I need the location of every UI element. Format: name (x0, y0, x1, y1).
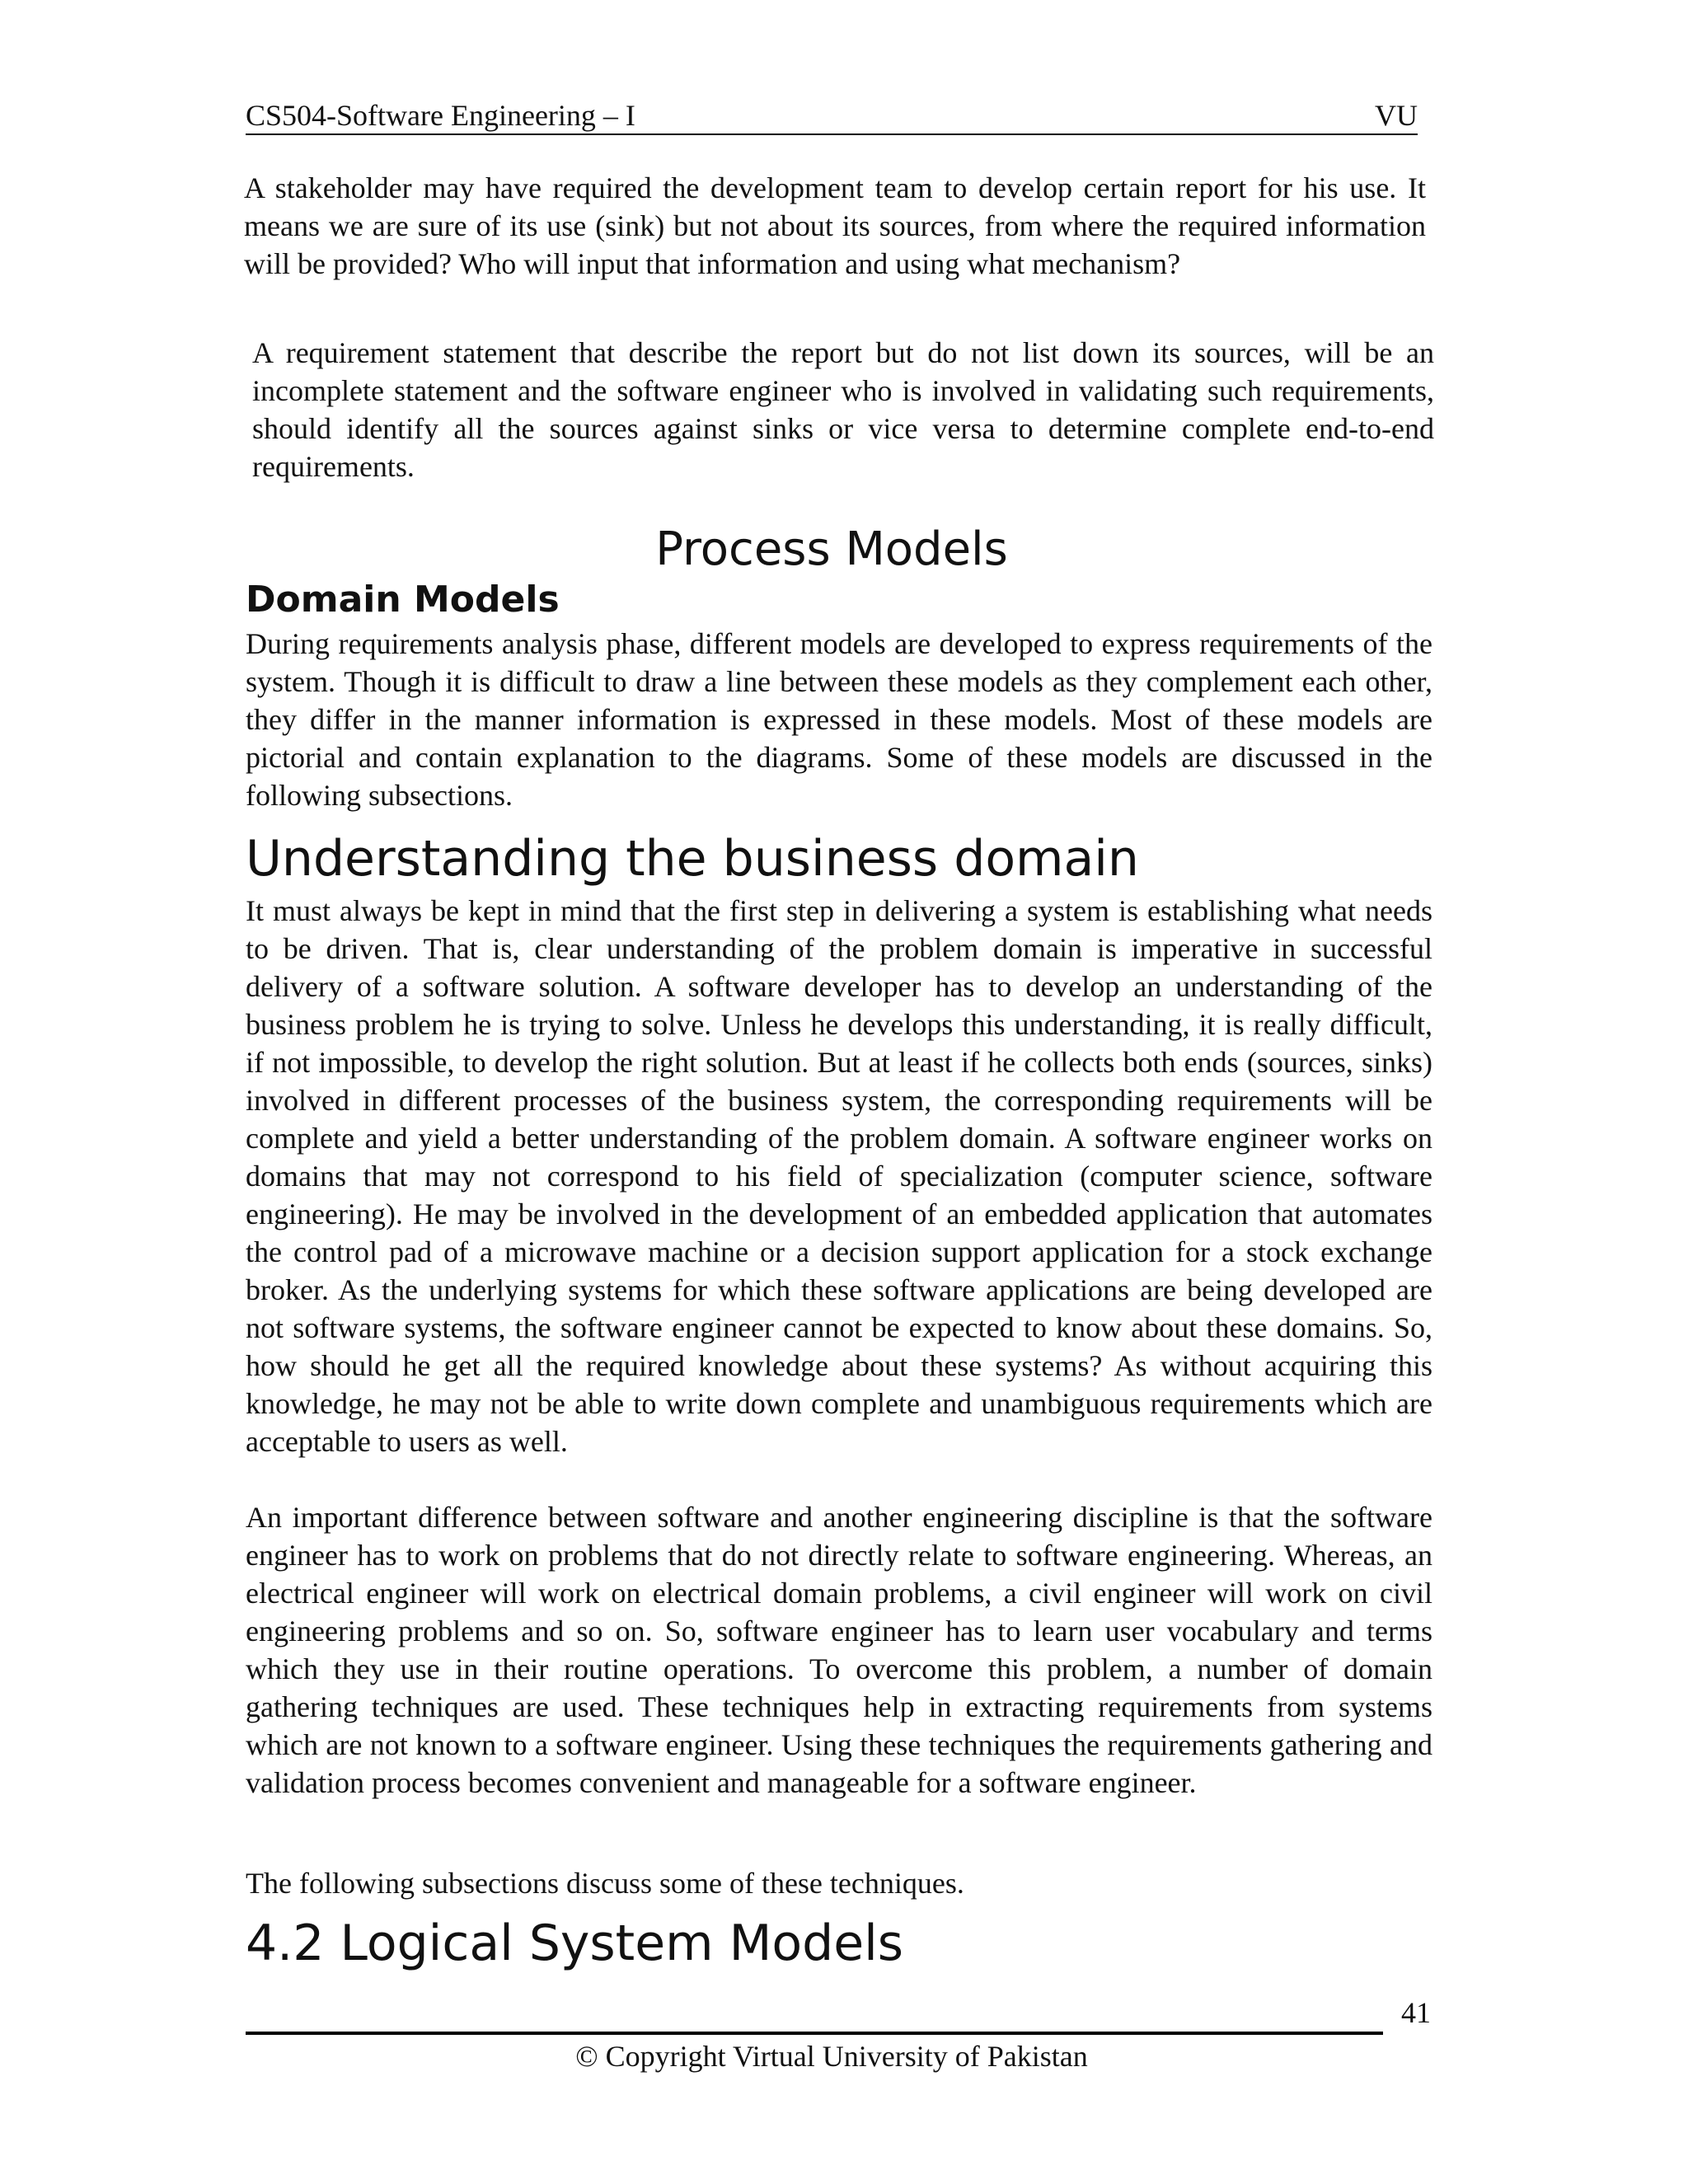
paragraph-business-domain: It must always be kept in mind that the first step in delivering a system is establishing what needs to be driven. That is, clear understanding of the problem domain is imperative in successful delivery of a software solution. A software developer has to develop an understanding of the business problem he is trying to solve. Unless he develops this understanding, it is really difficult, if not impossible, to develop the right solution. But at least if he collects both ends (sources, sinks) involved in different processes of the business system, the corresponding requirements will be complete and yield a better understanding of the problem domain. A software engineer works on domains that may not correspond to his field of specialization (computer science, software engineering). He may be involved in the development of an embedded application that automates the control pad of a microwave machine or a decision support application for a stock exchange broker. As the underlying systems for which these software applications are being developed are not software systems, the software engineer cannot be expected to know about these domains. So, how should he get all the required knowledge about these systems? As without acquiring this knowledge, he may not be able to write down complete and unambiguous requirements which are acceptable to users as well. (246, 894, 1432, 1458)
section-title-logical-models: 4.2 Logical System Models (246, 1915, 904, 1972)
page-number: 41 (1401, 1996, 1431, 2029)
header-institution: VU (1375, 99, 1418, 132)
footer-copyright: © Copyright Virtual University of Pakistan (575, 2040, 1088, 2073)
paragraph-stakeholder: A stakeholder may have required the development team to develop certain report for his use. It means we are sure of its use (sink) but not about its sources, from where the required information will be provided? Who will input that information and using what mechanism? (244, 171, 1426, 280)
paragraph-domain-models: During requirements analysis phase, different models are developed to express requirements of the system. Though it is difficult to draw a line between these models as they complement each other, they differ in the manner information is expressed in these models. Most of these models are pictorial and contain explanation to the diagrams. Some of these models are discussed in the following subsections. (246, 627, 1432, 812)
subsection-title-domain-models: Domain Models (246, 579, 560, 621)
footer-divider (246, 2032, 1383, 2035)
section-title-process-models: Process Models (655, 523, 1008, 576)
paragraph-following-subsections: The following subsections discuss some of these techniques. (246, 1867, 964, 1900)
paragraph-requirement-statement: A requirement statement that describe the report but do not list down its sources, will be an incomplete statement and the software engineer who is involved in validating such requirements, should identify all the sources against sinks or vice versa to determine complete end-to-end requirements. (252, 336, 1434, 483)
paragraph-engineering-difference: An important difference between software and another engineering discipline is that the software engineer has to work on problems that do not directly relate to software engineering. Whereas, an electrical engineer will work on electrical domain problems, a civil engineer will work on civil engineering problems and so on. So, software engineer has to learn user vocabulary and terms which they use in their routine operations. To overcome this problem, a number of domain gathering techniques are used. These techniques help in extracting requirements from systems which are not known to a software engineer. Using these techniques the requirements gathering and validation process becomes convenient and manageable for a software engineer. (246, 1501, 1432, 1799)
page-header (246, 97, 1418, 135)
section-title-business-domain: Understanding the business domain (246, 830, 1139, 888)
header-course-title: CS504-Software Engineering – I (246, 99, 635, 132)
